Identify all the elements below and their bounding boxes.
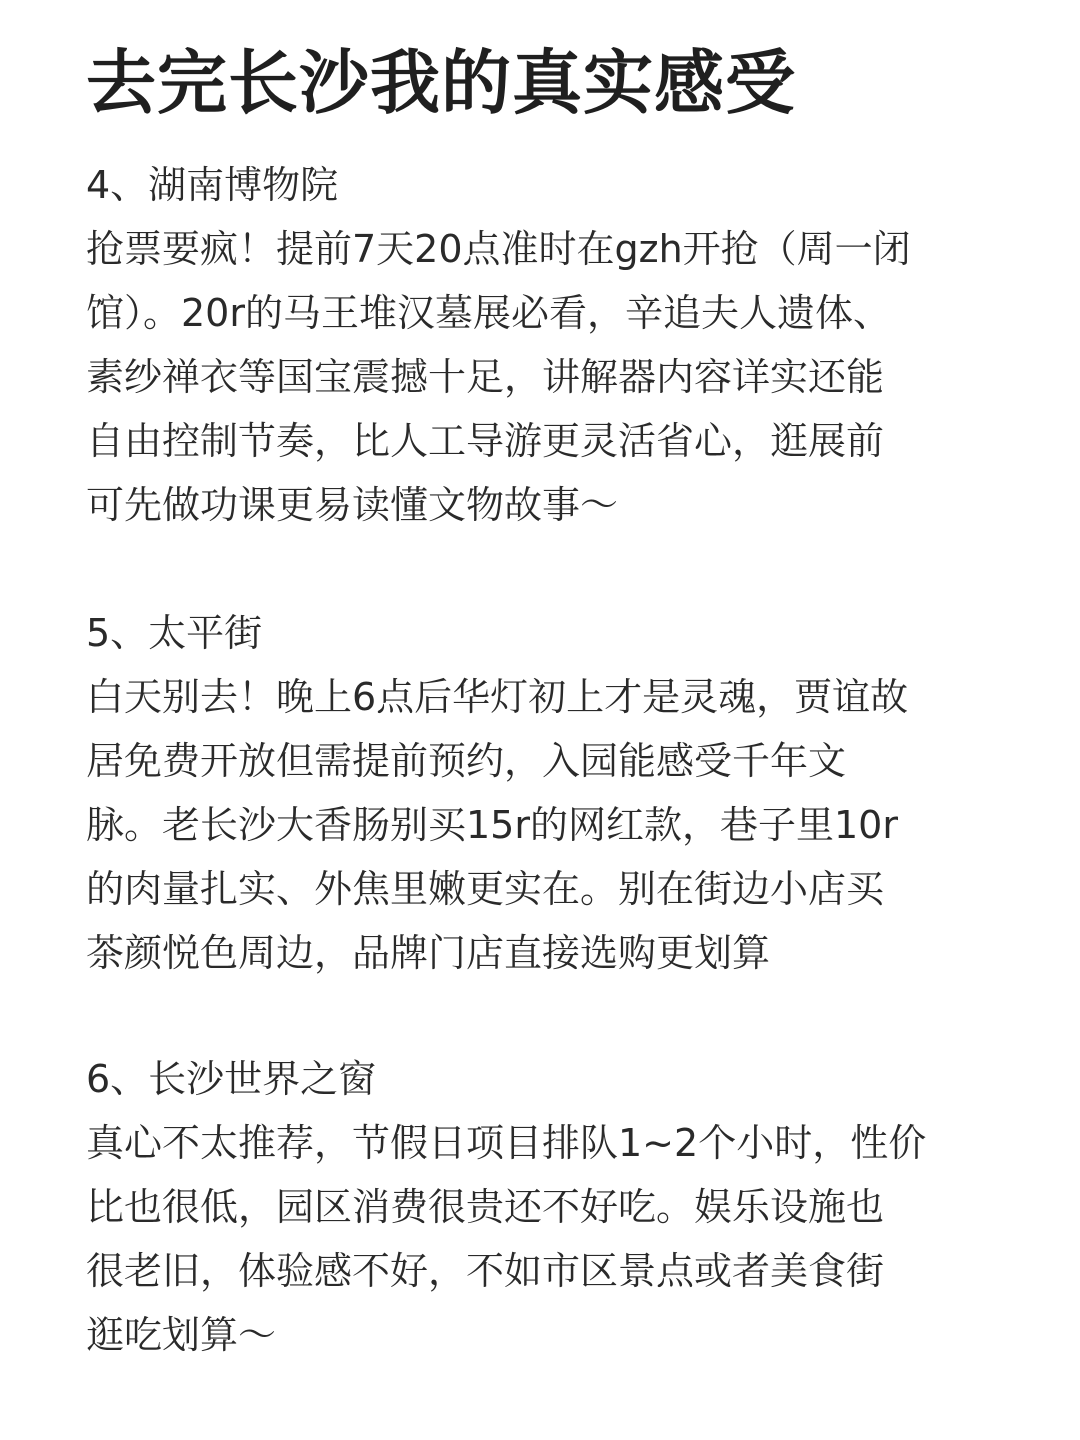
section-taiping-street <box>86 601 1001 985</box>
body-line: 白天别去！晚上6点后华灯初上才是灵魂，贾谊故 <box>86 675 909 719</box>
section-body <box>86 665 1001 985</box>
body-line: 馆）。20r的马王堆汉墓展必看，辛追夫人遗体、 <box>86 291 891 335</box>
section-window-of-the-world <box>86 1047 1001 1367</box>
page-title: 去完长沙我的真实感受 <box>86 42 796 124</box>
body-line: 自由控制节奏，比人工导游更灵活省心，逛展前 <box>86 419 885 463</box>
section-heading: 6、长沙世界之窗 <box>86 1057 377 1101</box>
body-line: 抢票要疯！提前7天20点准时在gzh开抢（周一闭 <box>86 227 911 271</box>
body-line: 逛吃划算～ <box>86 1313 277 1357</box>
section-heading: 5、太平街 <box>86 611 263 655</box>
section-hunan-museum <box>86 153 1001 537</box>
section-body <box>86 1111 1001 1367</box>
body-line: 脉。老长沙大香肠别买15r的网红款，巷子里10r <box>86 803 898 847</box>
body-line: 可先做功课更易读懂文物故事～ <box>86 483 619 527</box>
section-body <box>86 217 1001 537</box>
section-heading: 4、湖南博物院 <box>86 163 339 207</box>
body-line: 素纱禅衣等国宝震撼十足，讲解器内容详实还能 <box>86 355 885 399</box>
body-line: 居免费开放但需提前预约，入园能感受千年文 <box>86 739 847 783</box>
body-line: 茶颜悦色周边，品牌门店直接选购更划算 <box>86 931 771 975</box>
body-line: 比也很低，园区消费很贵还不好吃。娱乐设施也 <box>86 1185 885 1229</box>
body-line: 的肉量扎实、外焦里嫩更实在。别在街边小店买 <box>86 867 885 911</box>
body-line: 很老旧，体验感不好，不如市区景点或者美食街 <box>86 1249 885 1293</box>
body-line: 真心不太推荐，节假日项目排队1~2个小时，性价 <box>86 1121 927 1165</box>
